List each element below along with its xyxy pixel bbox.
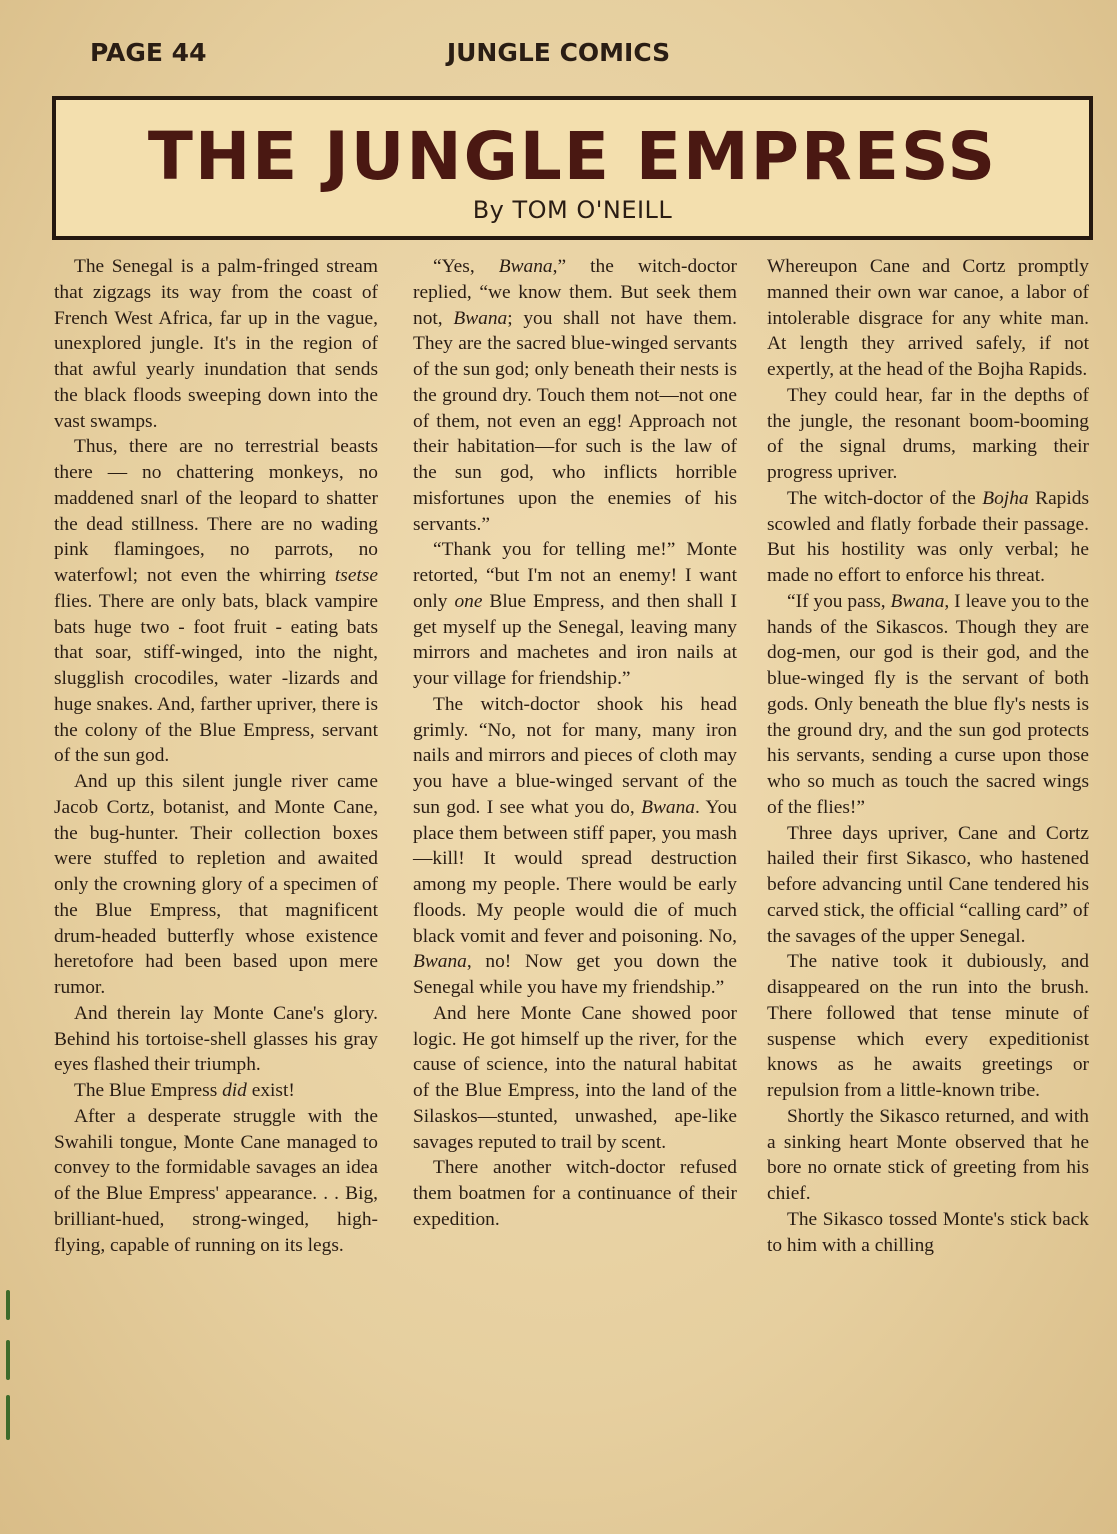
text-column-3 bbox=[767, 254, 1089, 1258]
paragraph: The Blue Empress did exist! bbox=[74, 1080, 295, 1101]
paragraph: After a desperate struggle with the Swahili tongue, Monte Cane managed to convey to the formidable savages an idea of the Blue Empress' appearance. . . Big, brilliant-hued, strong-winged, high-flying, capable of running on its legs. bbox=[54, 1105, 378, 1256]
margin-mark bbox=[6, 1340, 10, 1380]
text-column-1 bbox=[54, 254, 378, 1258]
paragraph: “If you pass, Bwana, I leave you to the hands of the Sikascos. Though they are dog-men, our god is their god, and the blue-winged fly is the servant of both gods. Only beneath the blue fly's nests is the ground dry, and the sun god protects his servants, sending a curse upon those who so much as touch the sacred wings of the flies!” bbox=[767, 590, 1089, 818]
paragraph: They could hear, far in the depths of the jungle, the resonant boom-booming of the signal drums, marking their progress upriver. bbox=[767, 384, 1089, 483]
margin-mark bbox=[6, 1290, 10, 1320]
paragraph: And up this silent jungle river came Jacob Cortz, botanist, and Monte Cane, the bug-hunter. Their collection boxes were stuffed to repletion and awaited only the crowning glory of a specimen of the Blue Empress, that magnificent drum-headed butterfly whose existence heretofore had been based upon mere rumor. bbox=[54, 771, 378, 998]
paragraph: The native took it dubiously, and disappeared on the run into the brush. There followed that tense minute of suspense which every expeditionist knows as he awaits greetings or repulsion from a little-known tribe. bbox=[767, 951, 1089, 1101]
margin-mark bbox=[6, 1395, 10, 1440]
paragraph: And therein lay Monte Cane's glory. Behind his tortoise-shell glasses his gray eyes flashed their triumph. bbox=[54, 1002, 378, 1076]
story-title-box bbox=[52, 96, 1093, 240]
paragraph: Shortly the Sikasco returned, and with a sinking heart Monte observed that he bore no ornate stick of greeting from his chief. bbox=[767, 1105, 1089, 1204]
paragraph: “Thank you for telling me!” Monte retorted, “but I'm not an enemy! I want only one Blue Empress, and then shall I get myself up the Senegal, leaving many mirrors and machetes and iron nails at your village for friendship.” bbox=[413, 539, 737, 689]
paragraph: And here Monte Cane showed poor logic. He got himself up the river, for the cause of science, into the natural habitat of the Blue Empress, into the land of the Silaskos—stunted, unwashed, ape-like savages reputed to trail by scent. bbox=[413, 1002, 737, 1153]
text-column-2 bbox=[413, 254, 737, 1233]
page-header bbox=[0, 36, 1117, 76]
page-number: PAGE 44 bbox=[90, 38, 207, 67]
magazine-title: JUNGLE COMICS bbox=[446, 38, 671, 67]
story-byline: By TOM O'NEILL bbox=[472, 196, 673, 224]
paragraph: The Sikasco tossed Monte's stick back to him with a chilling bbox=[767, 1208, 1089, 1256]
paragraph: The witch-doctor of the Bojha Rapids scowled and flatly forbade their passage. But his hostility was only verbal; he made no effort to enforce his threat. bbox=[767, 487, 1090, 586]
story-title: THE JUNGLE EMPRESS bbox=[147, 118, 998, 195]
paragraph: Whereupon Cane and Cortz promptly manned their own war canoe, a labor of intolerable disgrace for any white man. At length they arrived safely, if not expertly, at the head of the Bojha Rapids. bbox=[767, 256, 1089, 380]
paragraph: The Senegal is a palm-fringed stream that zigzags its way from the coast of French West Africa, far up in the vague, unexplored jungle. It's in the region of that awful yearly inundation that sends the black floods sweeping down into the vast swamps. bbox=[54, 256, 378, 432]
paragraph: There another witch-doctor refused them boatmen for a continuance of their expedition. bbox=[413, 1157, 737, 1230]
paragraph: The witch-doctor shook his head grimly. “No, not for many, many iron nails and mirrors and pieces of cloth may you have a blue-winged servant of the sun god. I see what you do, Bwana. You place them between stiff paper, you mash—kill! It would spread destruction among my people. There would be early floods. My people would die of much black vomit and fever and poisoning. No, Bwana, no! Now get you down the Senegal while you have my friendship.” bbox=[413, 693, 737, 998]
paragraph: Thus, there are no terrestrial beasts there — no chattering monkeys, no maddened snarl of the leopard to shatter the dead stillness. There are no wading pink flamingoes, no parrots, no waterfowl; not even the whirring tsetse flies. There are only bats, black vampire bats huge two - foot fruit - eating bats that soar, stiff-winged, into the night, slugglish crocodiles, water -lizards and huge snakes. And, farther upriver, there is the colony of the Blue Empress, servant of the sun god. bbox=[54, 436, 378, 767]
paragraph: Three days upriver, Cane and Cortz hailed their first Sikasco, who hastened before advancing until Cane tendered his carved stick, the official “calling card” of the savages of the upper Senegal. bbox=[767, 822, 1089, 947]
paragraph: “Yes, Bwana,” the witch-doctor replied, “we know them. But seek them not, Bwana; you shall not have them. They are the sacred blue-winged servants of the sun god; only beneath their nests is the ground dry. Touch them not—not one of them, not even an egg! Approach not their habitation—for such is the law of the sun god, who inflicts horrible misfortunes upon the enemies of his servants.” bbox=[413, 256, 737, 535]
